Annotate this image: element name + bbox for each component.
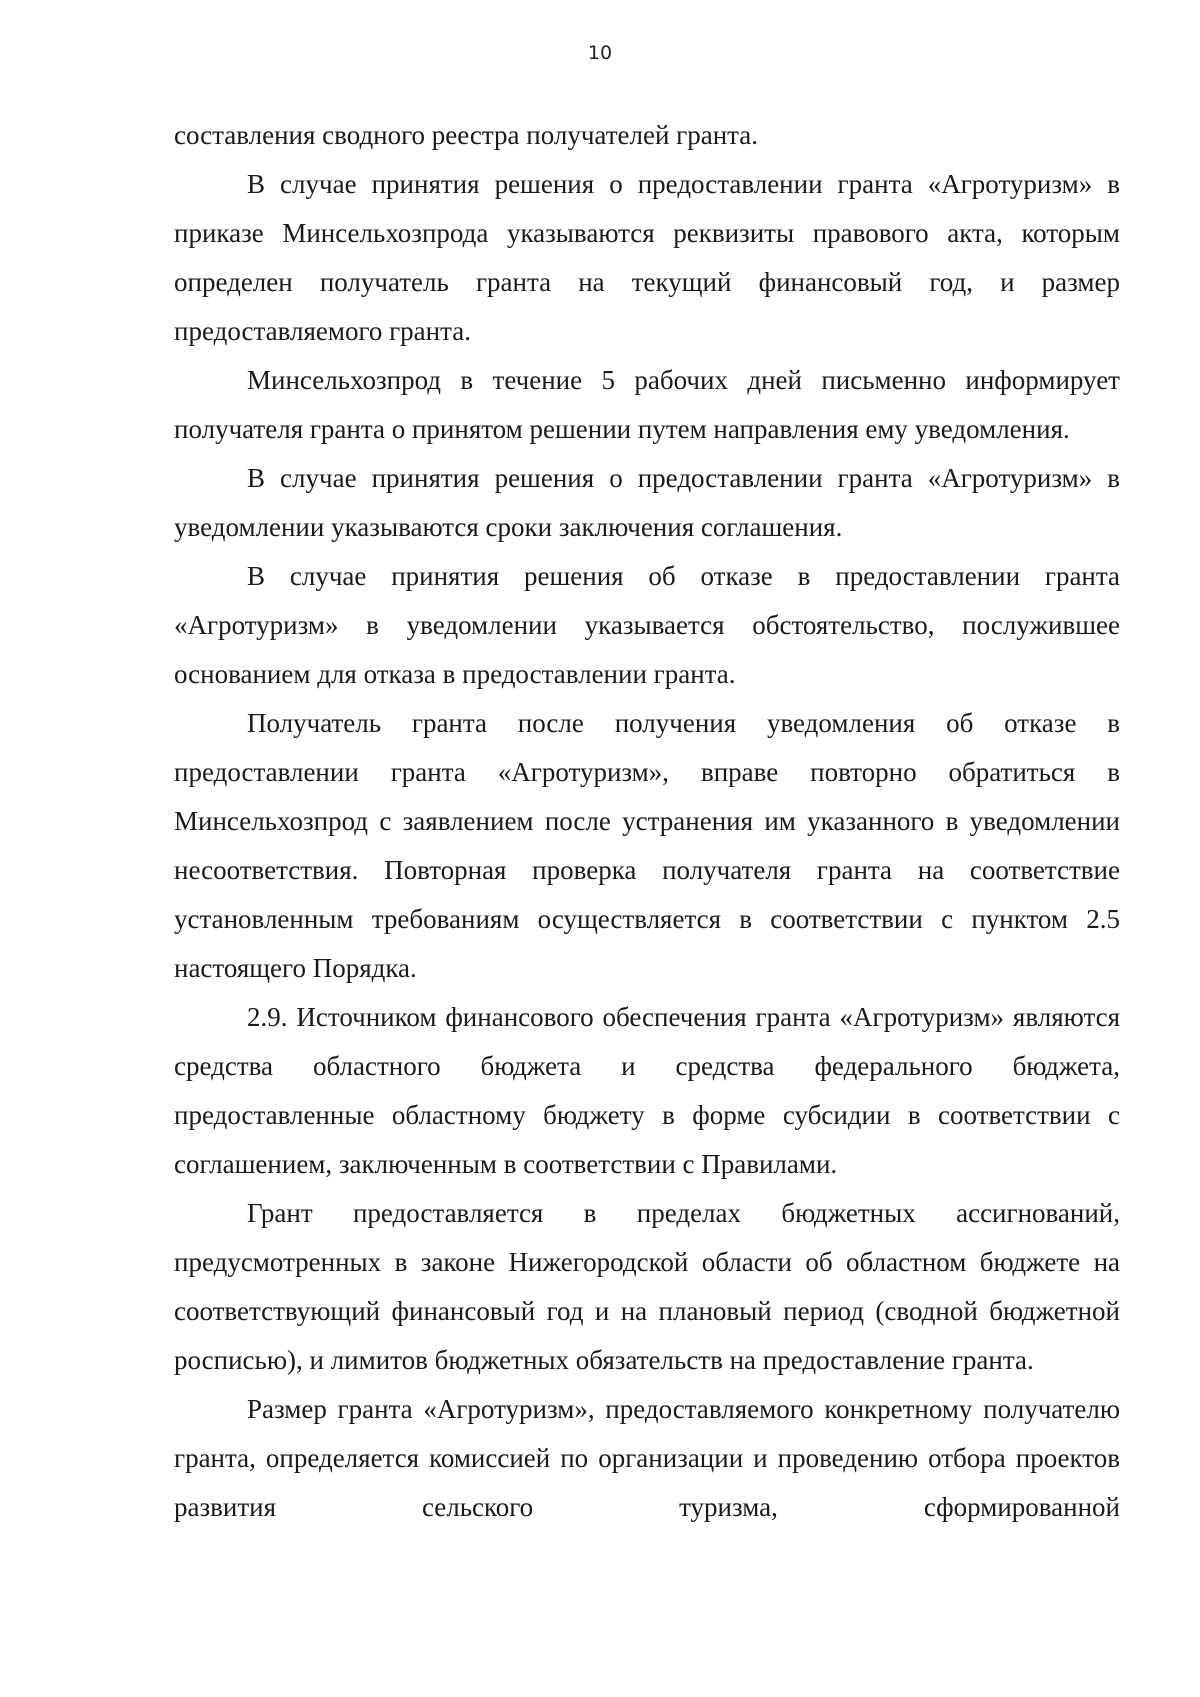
paragraph: Получатель гранта после получения уведомления об отказе в предоставлении гранта «Агротуризм», вправе повторно обратиться в Минсельхозпрод с заявлением после устранения им указанного в уведомлении несоответствия. Повторная проверка получателя гранта на соответствие установленным требованиям осуществляется в соответствии с пунктом 2.5 настоящего Порядка. (174, 708, 1120, 983)
paragraph: Размер гранта «Агротуризм», предоставляемого конкретному получателю гранта, определяется комиссией по организации и проведению отбора проектов развития сельского туризма, сформированной (174, 1394, 1120, 1522)
document-body (174, 111, 1120, 1532)
paragraph: В случае принятия решения об отказе в предоставлении гранта «Агротуризм» в уведомлении указывается обстоятельство, послужившее основанием для отказа в предоставлении гранта. (174, 561, 1120, 689)
paragraph: 2.9. Источником финансового обеспечения гранта «Агротуризм» являются средства областного бюджета и средства федерального бюджета, предоставленные областному бюджету в форме субсидии в соответствии с соглашением, заключенным в соответствии с Правилами. (174, 1002, 1120, 1179)
paragraph: В случае принятия решения о предоставлении гранта «Агротуризм» в уведомлении указываются сроки заключения соглашения. (174, 463, 1120, 542)
page-number: 10 (587, 42, 613, 64)
paragraph: составления сводного реестра получателей гранта. (174, 120, 759, 150)
paragraph: Грант предоставляется в пределах бюджетных ассигнований, предусмотренных в законе Нижегородской области об областном бюджете на соответствующий финансовый год и на плановый период (сводной бюджетной росписью), и лимитов бюджетных обязательств на предоставление гранта. (174, 1198, 1120, 1375)
paragraph: Минсельхозпрод в течение 5 рабочих дней письменно информирует получателя гранта о принятом решении путем направления ему уведомления. (174, 365, 1120, 444)
paragraph: В случае принятия решения о предоставлении гранта «Агротуризм» в приказе Минсельхозпрода указываются реквизиты правового акта, которым определен получатель гранта на текущий финансовый год, и размер предоставляемого гранта. (174, 169, 1120, 346)
